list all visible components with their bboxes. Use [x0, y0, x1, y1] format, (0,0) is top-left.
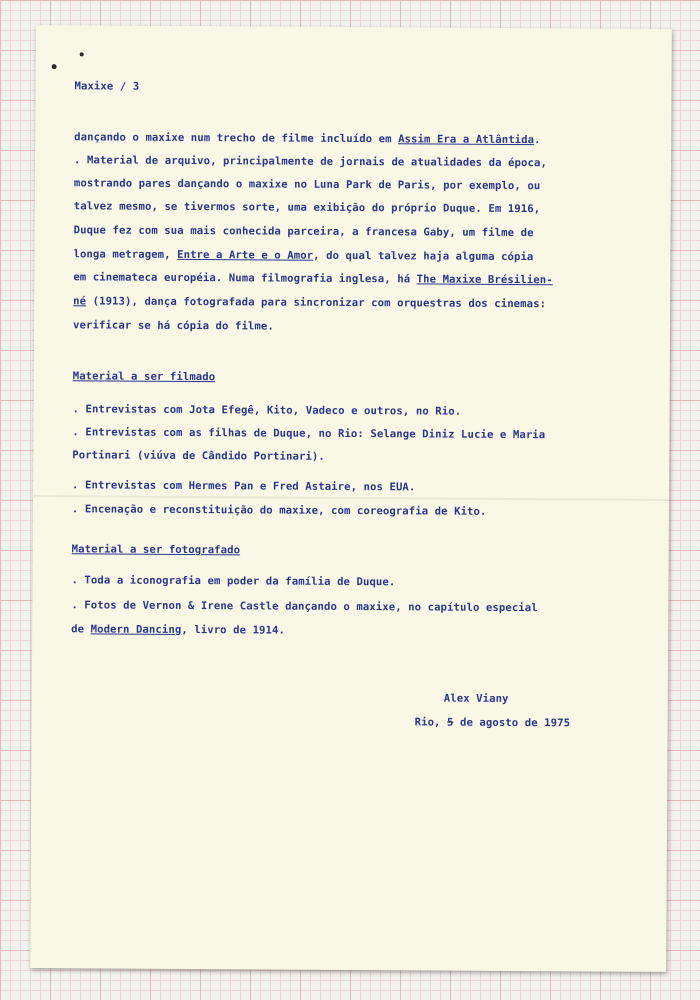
page-header: Maxixe / 3 [74, 80, 140, 93]
punch-hole [52, 64, 57, 69]
section-heading: Material a ser fotografado [71, 543, 241, 557]
film-title: Assim Era a Atlântida [398, 133, 535, 147]
list-item: . Toda a iconografia em poder da família de Duque. [71, 574, 396, 589]
section-heading: Material a ser filmado [72, 370, 216, 384]
paragraph-line: em cinemateca européia. Numa filmografia inglesa, há The Maxixe Brésilien- [73, 271, 553, 287]
paragraph-line: Duque fez com sua mais conhecida parceira, a francesa Gaby, um filme de [73, 224, 534, 240]
paragraph-line: talvez mesmo, se tivermos sorte, uma exibição do próprio Duque. Em 1916, [73, 200, 541, 216]
film-title: Entre a Arte e o Amor [177, 248, 314, 262]
paragraph-line: né (1913), dança fotografada para sincronizar com orquestras dos cinemas: [73, 295, 547, 311]
list-item: de Modern Dancing, livro de 1914. [71, 623, 286, 637]
list-item: . Fotos de Vernon & Irene Castle dançando o maxixe, no capítulo especial [71, 599, 538, 615]
paragraph-line: dançando o maxixe num trecho de filme incluído em Assim Era a Atlântida. [74, 131, 541, 147]
list-item: . Encenação e reconstituição do maxixe, com coreografia de Kito. [71, 503, 487, 518]
paragraph-line: longa metragem, Entre a Arte e o Amor, do qual talvez haja alguma cópia [73, 248, 534, 264]
signature-name: Alex Viany [443, 692, 509, 705]
film-title: né [73, 295, 87, 308]
film-title: The Maxixe Brésilien- [416, 273, 553, 287]
book-title: Modern Dancing [90, 623, 182, 636]
list-item: . Entrevistas com Jota Efegê, Kito, Vadeco e outros, no Rio. [72, 403, 462, 418]
list-item: . Entrevistas com as filhas de Duque, no Rio: Selange Diniz Lucie e Maria [72, 426, 546, 442]
signature-date: Rio, 5 de agosto de 1975 [414, 716, 571, 730]
typewritten-page [30, 25, 672, 972]
paragraph-line: . Material de arquivo, principalmente de jornais de atualidades da época, [74, 154, 547, 170]
paragraph-line: mostrando pares dançando o maxixe no Luna Park de Paris, por exemplo, ou [73, 177, 541, 193]
list-item: . Entrevistas com Hermes Pan e Fred Astaire, nos EUA. [72, 479, 416, 494]
corrected-day: 5 [446, 716, 454, 729]
fold-line [33, 495, 669, 501]
list-item: Portinari (viúva de Cândido Portinari). [72, 449, 325, 463]
paragraph-line: verificar se há cópia do filme. [73, 319, 274, 333]
punch-hole [80, 52, 84, 56]
